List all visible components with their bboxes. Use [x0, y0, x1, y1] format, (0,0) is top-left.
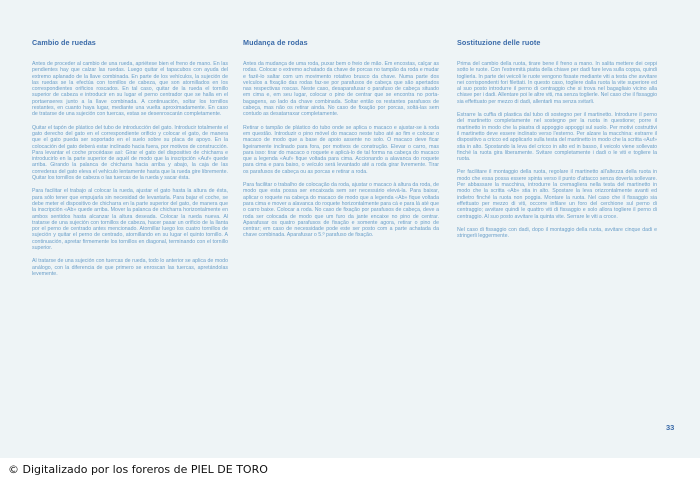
paragraph: Retirar o tampão de plástico do tubo onde se aplica o macaco e ajustar-se à roda em questão. Introduzir o pino móvel do macaco neste tubo até ao fim e colocar o macaco de modo que a base de apoio assente no solo. O macaco deve ficar ligeiramente inclinado para fora, por motivos de construção. Elevar o carro, mas para isso: tirar do macaco o roquete e aplicá-lo de tal forma na cabeça do macaco que a legenda «Auf» fique voltada para cima. Accionando a alavanca do roquete para cima e para baixo, o veículo será levantado até a roda girar livremente. Tirar os parafusos de cabeça ou as porcas e retirar a roda.	[243, 124, 439, 175]
column-spanish	[32, 38, 228, 284]
paragraph: Antes de proceder al cambio de una rueda, apriétese bien el freno de mano. En las pendientes hay que calzar las ruedas. Luego quitar el tapacubos con ayuda del extremo aplanado de la llave combinada. En parte de los vehículos, la sujeción de las ruedas se la efectúa con tornillos de cabeza, que son atornillados en los correspondientes orificios roscados. En tal caso, quitar de la rueda el tornillo superior de cabeza e introducir en su lugar el perno centrador que se halla en el portaenseres junto a la llave combinada. A continuación, soltar los tornillos restantes, en cuanto haya lugar, mediante una vuelta aproximadamente. En caso de tratarse de una sujeción con tuercas, estas se desenroscarán completamente.	[32, 61, 228, 118]
column-italian	[457, 38, 657, 246]
page-number: 33	[666, 423, 675, 432]
paragraph: Para facilitar o trabalho de colocação da roda, ajustar o macaco à altura da roda, de modo que esta possa ser encaixada sem ser necessário elevá-la. Para baixar, aplicar o roquete na cabeça do macaco de modo que a legenda «Ab» fique voltada para cima e mover a alavanca do roquete horizontalmente para cá e para lá até que o carro baixe. Colocar a roda. No caso de fixação por parafusos de cabeça, deve a roda ser colocada de modo que um furo da jante encaixe no pino de centrar. Aparafusar os quatro parafusos de fixação e somente agora, retirar o pino de centrar; em caso de necessidade pode este ser posto com a parte achatada da chave combinada. Aparafusar o 5.º parafuso de fixação.	[243, 182, 439, 239]
paragraph: Al tratarse de una sujeción con tuercas de rueda, todo lo anterior se aplica de modo análogo, con la diferencia de que primero se enroscan las tuercas, apretándolas levemente.	[32, 258, 228, 277]
section-title-portuguese: Mudança de rodas	[243, 38, 308, 47]
paragraph: Antes da mudança de uma roda, puxar bem o freio de mão. Em encostas, calçar as rodas. Colocar o extremo achatado da chave de porcas no tampão da roda e mudar e fazê-lo saltar com um movimento rotativo brusco da chave. Numa parte dos veículos a fixação das rodas faz-se por parafusos de cabeça que são apertados nas respectivas roscas. Neste caso, desaparafusar o parafuso de cabeça situado em cima e, em seu lugar, colocar o pino de centrar que se encontra no porta-bagagens, ao lado da chave combinada. Soltar então os restantes parafusos de cabeça, mas não os retirar ainda. No caso de fixação por porcas, soltá-las sem contudo as desatarraxar completamente.	[243, 61, 439, 118]
paragraph: Para facilitar el trabajo al colocar la rueda, ajustar el gato hasta la altura de ésta, para sólo tener que empujarla sin necesidad de levantarla. Para bajar el coche, se debe meter el dispositivo de chicharra en la parte superior del gato, de manera que la inscripción «Ab» quede arriba. Mover la palanca de chicharra horizontalmente en ambos sentidos hasta alcanzar la altura deseada. Colocar la rueda nueva. Al tratarse de una sujeción con tornillos de cabeza, hacer pasar un orificio de la llanta por el perno de centrado antes mencionado. Atornillar luego los cuatro tornillos de sujeción y quitar el perno de centrado, atornillando en su lugar el quinto tornillo. A continuación, apretar firmemente los tornillos en diagonal, terminando con el tornillo superior.	[32, 188, 228, 252]
paragraph: Estrarre la cuffia di plastica dal tubo di sostegno per il martinetto. Introdurre il perno del martinetto completamente nel sostegno per la ruota in questione; porre il martinetto in modo che la piastra di appoggio appoggi sul suolo. Per motivi costruttivi il martinetto deve essere inclinato verso l'esterno. Per alzare la macchina: estrarre il dispositivo a cricco ed applicarlo sulla testa del martinetto in modo che la scritta «Auf» stia in alto. Spostando la leva del cricco in alto ed in basso, il veicolo viene sollevato finché la ruota gira liberamente. Svitare completamente i dadi o le viti e togliere la ruota.	[457, 112, 657, 163]
paragraph: Per facilitare il montaggio della ruota, regolare il martinetto all'altezza della ruota in modo che essa possa essere spinta verso il punto d'attacco senza doverla sollevare. Per abbassare la macchina, introdurre la cremagliera nella testa del martinetto in modo che la scritta «Ab» stia in alto. Spostare la leva orizzontalmente avanti ed indietro finché la ruota non poggia. Montare la ruota. Nel caso che il fissaggio sia effettuato per mezzo di viti, occorre infilare un foro del cerchione sul perno di centraggio; avvitare quindi le quattro viti di fissaggio e solo allora togliere il perno di centraggio. Al suo posto avvitare la quinta vite. Serrare le viti a croce.	[457, 169, 657, 220]
footer-credit: © Digitalizado por los foreros de PIEL DE TORO	[8, 463, 268, 476]
footer-bar	[0, 458, 700, 481]
paragraph: Prima del cambio della ruota, tirare bene il freno a mano. In salita mettere dei ceppi sotto le ruote. Con l'estremità piatta della chiave per dadi fare leva sulla coppa, quindi toglierla. In parte dei veicoli le ruote vengono fissate mediante viti a testa che avvitare nei corrispondenti fori filettati. In questo caso, togliere dalla ruota la vite superiore ed al suo posto introdurre il perno di centraggio che si trova nel bagagliaio vicino alla chiave per i dadi. Allentare poi le altre viti, ma senza toglierle. Nel caso che il fissaggio sia effettuato per mezzo di dadi, allentarli ma senza svitarli.	[457, 61, 657, 105]
paragraph: Quitar el tapón de plástico del tubo de introducción del gato. Introducir totalmente el gato derecho del gato en el correspondiente orificio y colocar el gato, de manera que el gato pueda ser soportado en el suelo sobre su placa de apoyo. En la colocación del gato deberá estar inclinado hacia fuera, por motivos de construcción. Para levantar el coche procédase así: Girar el gato del dispositivo de chicharra e introducirlo en la parte superior de aquél de modo que la inscripción «Auf» quede arriba. Girando la palanca de chicharra hacia arriba y abajo, la caja de las correderas del gato eleva el vehículo lentamente hasta que la rueda gire libremente. Quitar los tornillos de cabeza o las tuercas de la rueda y sacar ésta.	[32, 124, 228, 182]
section-title-spanish: Cambio de ruedas	[32, 38, 96, 47]
paragraph: Nel caso di fissaggio con dadi, dopo il montaggio della ruota, avvitare cinque dadi e stringerli leggermente.	[457, 226, 657, 240]
section-title-italian: Sostituzione delle ruote	[457, 38, 541, 47]
column-portuguese	[243, 38, 439, 246]
